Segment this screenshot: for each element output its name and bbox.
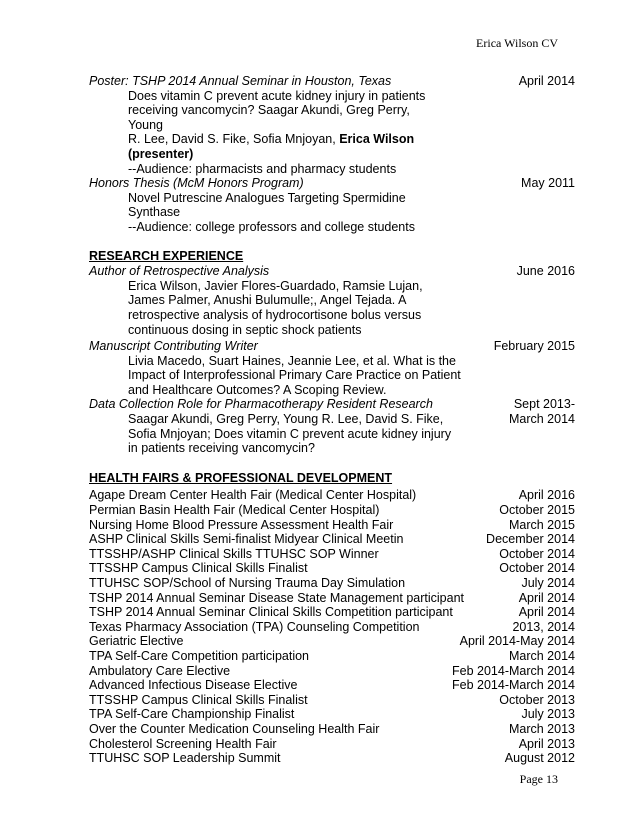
- item-name: TPA Self-Care Competition participation: [89, 648, 310, 663]
- entry-line: Erica Wilson, Javier Flores-Guardado, Ramsie Lujan,: [128, 278, 423, 293]
- entry-line: [128, 132, 428, 147]
- item-name: Cholesterol Screening Health Fair: [89, 736, 277, 751]
- item-date: March 2014: [508, 648, 575, 663]
- entry-line: James Palmer, Anushi Bulumulle;, Angel Tejada. A: [128, 293, 407, 308]
- entry-date: April 2014: [518, 74, 575, 88]
- list-item: [89, 503, 575, 518]
- fairs-list: [89, 488, 575, 765]
- list-item: [89, 591, 575, 606]
- research-entry: [89, 264, 575, 337]
- item-name: Advanced Infectious Disease Elective: [89, 678, 298, 693]
- item-name: TTSSHP Campus Clinical Skills Finalist: [89, 692, 308, 707]
- item-date: March 2015: [508, 517, 575, 532]
- entry-line: Livia Macedo, Suart Haines, Jeannie Lee, et al. What is the: [128, 353, 456, 368]
- item-date: March 2013: [508, 721, 575, 736]
- item-name: Ambulatory Care Elective: [89, 663, 231, 678]
- item-name: TTUHSC SOP/School of Nursing Trauma Day Simulation: [89, 576, 406, 590]
- page-footer: Page 13: [519, 772, 558, 786]
- authors-text: R. Lee, David S. Fike, Sofia Mnjoyan,: [128, 132, 340, 147]
- item-name: TTSSHP Campus Clinical Skills Finalist: [89, 561, 308, 576]
- item-date: 2013, 2014: [512, 619, 575, 634]
- item-date: Feb 2014-March 2014: [452, 678, 575, 693]
- list-item: [89, 649, 575, 664]
- item-date: April 2016: [518, 488, 575, 503]
- entry-body: [89, 89, 428, 177]
- item-date: August 2012: [504, 751, 575, 766]
- item-name: TPA Self-Care Championship Finalist: [89, 707, 295, 722]
- item-date: July 2013: [521, 707, 575, 722]
- list-item: [89, 576, 575, 591]
- entry-title: Data Collection Role for Pharmacotherapy Resident Research: [89, 397, 433, 412]
- item-date: December 2014: [486, 532, 575, 547]
- entry-line: in patients receiving vancomycin?: [128, 441, 315, 456]
- presenter-label: (presenter): [128, 146, 194, 161]
- item-date: April 2014: [518, 605, 575, 620]
- date-line: March 2014: [508, 412, 575, 427]
- list-item: [89, 707, 575, 722]
- audience-line: --Audience: college professors and college students: [128, 219, 415, 234]
- list-item: [89, 737, 575, 752]
- item-name: Nursing Home Blood Pressure Assessment Health Fair: [89, 517, 394, 532]
- entry-title: Poster: TSHP 2014 Annual Seminar in Houston, Texas: [89, 74, 392, 88]
- list-item: [89, 751, 575, 766]
- entry-title: Manuscript Contributing Writer: [89, 339, 258, 354]
- item-date: April 2014-May 2014: [459, 634, 575, 649]
- list-item: [89, 561, 575, 576]
- entry-date: February 2015: [493, 339, 575, 354]
- entry-line: Saagar Akundi, Greg Perry, Young R. Lee, David S. Fike,: [128, 412, 444, 427]
- entry-line: and Healthcare Outcomes? A Scoping Review.: [128, 382, 387, 397]
- section-heading-health-fairs: HEALTH FAIRS & PROFESSIONAL DEVELOPMENT: [89, 470, 393, 485]
- item-name: TSHP 2014 Annual Seminar Clinical Skills Competition participant: [89, 605, 453, 620]
- section-heading-research: RESEARCH EXPERIENCE: [89, 248, 244, 263]
- entry-line: continuous dosing in septic shock patients: [128, 322, 362, 337]
- presentation-entry: [89, 176, 575, 234]
- entry-body: [89, 279, 428, 337]
- entry-line: Novel Putrescine Analogues Targeting Spermidine: [128, 190, 406, 205]
- item-date: October 2014: [499, 561, 575, 576]
- entry-date: May 2011: [521, 176, 575, 191]
- item-name: ASHP Clinical Skills Semi-finalist Midyear Clinical Meetin: [89, 532, 404, 547]
- entry-title: Honors Thesis (McM Honors Program): [89, 176, 304, 191]
- item-name: Permian Basin Health Fair (Medical Center Hospital): [89, 503, 380, 518]
- item-name: Over the Counter Medication Counseling Health Fair: [89, 721, 380, 736]
- item-name: Geriatric Elective: [89, 634, 184, 649]
- entry-line: Impact of Interprofessional Primary Care Practice on Patient: [128, 368, 461, 383]
- author-name: Erica Wilson: [339, 132, 415, 147]
- entry-line: retrospective analysis of hydrocortisone bolus versus: [128, 307, 422, 322]
- entry-date: [509, 397, 575, 426]
- item-name: TTSSHP/ASHP Clinical Skills TTUHSC SOP Winner: [89, 546, 379, 561]
- list-item: [89, 518, 575, 533]
- research-entry: [89, 397, 575, 455]
- item-name: TTUHSC SOP Leadership Summit: [89, 751, 281, 766]
- list-item: [89, 547, 575, 562]
- item-date: July 2014: [521, 576, 575, 590]
- list-item: [89, 605, 575, 620]
- item-date: April 2013: [518, 736, 575, 751]
- entry-title: Author of Retrospective Analysis: [89, 264, 270, 279]
- entry-body: [89, 354, 468, 398]
- item-date: October 2015: [499, 503, 575, 518]
- list-item: [89, 634, 575, 649]
- page-header: Erica Wilson CV: [476, 36, 558, 50]
- research-entry: [89, 339, 575, 397]
- item-name: TSHP 2014 Annual Seminar Disease State Management participant: [89, 590, 464, 605]
- list-item: [89, 693, 575, 708]
- list-item: [89, 678, 575, 693]
- item-name: Agape Dream Center Health Fair (Medical Center Hospital): [89, 488, 417, 503]
- audience-line: --Audience: pharmacists and pharmacy students: [128, 161, 397, 176]
- list-item: [89, 532, 575, 547]
- item-name: Texas Pharmacy Association (TPA) Counseling Competition: [89, 619, 420, 634]
- item-date: Feb 2014-March 2014: [452, 663, 575, 678]
- presentation-entry: [89, 74, 575, 176]
- date-line: Sept 2013-: [513, 397, 575, 412]
- item-date: April 2014: [518, 590, 575, 605]
- list-item: [89, 620, 575, 635]
- entry-body: [89, 412, 468, 456]
- entry-body: [89, 191, 428, 235]
- cv-content: [89, 74, 575, 766]
- item-date: October 2013: [499, 692, 575, 707]
- entry-line: Does vitamin C prevent acute kidney injury in patients: [128, 88, 426, 103]
- entry-line: Sofia Mnjoyan; Does vitamin C prevent acute kidney injury: [128, 426, 452, 441]
- list-item: [89, 722, 575, 737]
- item-date: October 2014: [499, 546, 575, 561]
- entry-line: Synthase: [128, 205, 181, 220]
- list-item: [89, 664, 575, 679]
- entry-line: receiving vancomycin? Saagar Akundi, Greg Perry, Young: [128, 103, 410, 132]
- list-item: [89, 488, 575, 503]
- entry-date: June 2016: [516, 264, 575, 279]
